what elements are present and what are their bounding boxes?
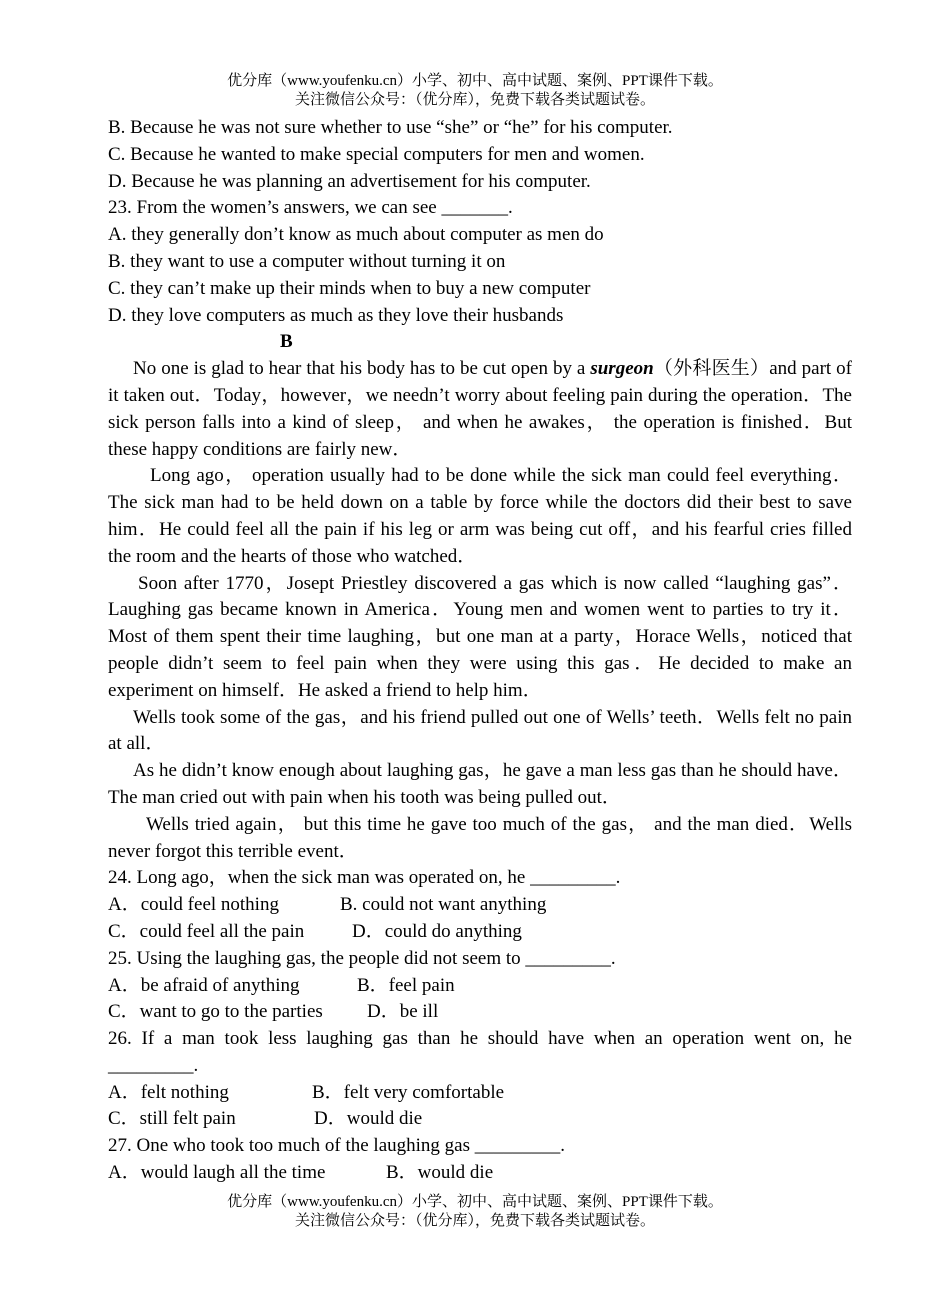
q23-option-d: D. they love computers as much as they love their husbands	[108, 304, 564, 326]
q25-option-a: A．be afraid of anything	[108, 974, 300, 996]
footer-line-2: 关注微信公众号：（优分库），免费下载各类试题试卷。	[294, 1213, 655, 1229]
q27-option-a: A．would laugh all the time	[108, 1162, 326, 1184]
passage-paragraph-4: Wells took some of the gas，and his friend pulled out one of Wells’ teeth．Wells felt no pain at all．	[108, 706, 852, 755]
page-footer	[0, 1193, 950, 1231]
q24-option-d: D．could do anything	[352, 920, 522, 942]
q23-option-b: B. they want to use a computer without turning it on	[108, 250, 506, 272]
section-b-heading: B	[280, 331, 293, 353]
q23-option-c: C. they can’t make up their minds when to buy a new computer	[108, 277, 591, 299]
q26-option-d: D．would die	[314, 1108, 423, 1130]
passage-paragraph-6: Wells tried again， but this time he gave too much of the gas， and the man died．Wells never forgot this terrible event．	[108, 813, 852, 862]
q24-option-a: A．could feel nothing	[108, 894, 279, 916]
q26-option-a: A．felt nothing	[108, 1081, 229, 1103]
q22-option-c: C. Because he wanted to make special computers for men and women.	[108, 143, 645, 165]
q25-option-d: D．be ill	[367, 1001, 439, 1023]
q26-options-row-2	[108, 1106, 852, 1133]
q25-stem: 25. Using the laughing gas, the people did not seem to _________.	[108, 947, 616, 969]
q23-option-a: A. they generally don’t know as much about computer as men do	[108, 224, 604, 246]
q26-options-row-1	[108, 1080, 852, 1107]
q27-stem: 27. One who took too much of the laughing gas _________.	[108, 1135, 566, 1157]
q23-stem: 23. From the women’s answers, we can see _______.	[108, 197, 513, 219]
q22-option-b: B. Because he was not sure whether to use “she” or “he” for his computer.	[108, 117, 673, 138]
q24-options-row-2	[108, 919, 852, 946]
page-header	[0, 72, 950, 110]
p1-text-start: No one is glad to hear that his body has to be cut open by a	[133, 358, 591, 380]
q24-stem: 24. Long ago，when the sick man was operated on, he _________.	[108, 867, 621, 889]
q25-options-row-2	[108, 999, 852, 1026]
q26-option-b: B．felt very comfortable	[312, 1081, 505, 1103]
q24-options-row-1	[108, 892, 852, 919]
surgeon-term: surgeon	[590, 358, 654, 380]
q26-option-c: C．still felt pain	[108, 1108, 236, 1130]
document-body	[108, 115, 852, 1187]
q22-option-d: D. Because he was planning an advertisement for his computer.	[108, 170, 591, 192]
passage-paragraph-2: Long ago， operation usually had to be done while the sick man could feel everything．The sick man had to be held down on a table by force while the doctors did their best to save him．He could feel all the pain if his leg or arm was being cut off，and his fearful cries filled the room and the hearts of those who watched．	[108, 465, 852, 567]
q25-option-c: C．want to go to the parties	[108, 1001, 323, 1023]
passage-paragraph-5: As he didn’t know enough about laughing gas，he gave a man less gas than he should have．The man cried out with pain when his tooth was being pulled out．	[108, 760, 852, 808]
p1-text-end: （外科医生）and part of it taken out．Today，however，we needn’t worry about feeling pain during the operation．The sick person falls into a kind of sleep， and when he awakes， the operation is finished．But these happy conditions are fairly new．	[108, 358, 852, 460]
q27-option-b: B．would die	[386, 1162, 494, 1184]
header-line-2: 关注微信公众号：（优分库），免费下载各类试题试卷。	[294, 92, 655, 108]
q25-options-row-1	[108, 973, 852, 1000]
passage-paragraph-3: Soon after 1770，Josept Priestley discovered a gas which is now called “laughing gas”．Laughing gas became known in America．Young men and women went to parties to try it． Most of them spent their time laughing，but one man at a party，Horace Wells，noticed that people didn’t seem to feel pain when they were using this gas．He decided to make an experiment on himself．He asked a friend to help him．	[108, 572, 852, 701]
passage-paragraph-1	[108, 356, 852, 463]
q26-stem: 26. If a man took less laughing gas than he should have when an operation went on, he _________.	[108, 1028, 852, 1076]
q25-option-b: B．feel pain	[357, 974, 455, 996]
q24-option-c: C．could feel all the pain	[108, 920, 305, 942]
header-line-1: 优分库（www.youfenku.cn）小学、初中、高中试题、案例、PPT课件下载。	[227, 73, 723, 89]
footer-line-1: 优分库（www.youfenku.cn）小学、初中、高中试题、案例、PPT课件下载。	[227, 1194, 723, 1210]
q27-options-row-1	[108, 1160, 852, 1187]
q24-option-b: B. could not want anything	[340, 894, 547, 916]
